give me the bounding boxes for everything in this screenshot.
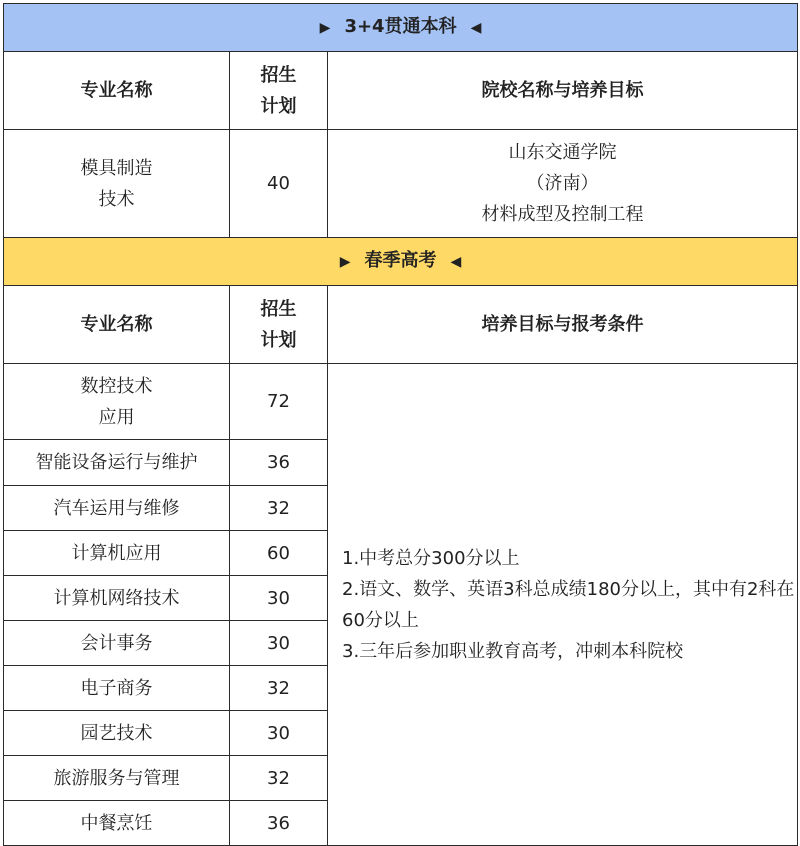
plan-cell: 32 — [230, 486, 328, 531]
major-cell: 智能设备运行与维护 — [4, 440, 230, 486]
plan-cell: 60 — [230, 531, 328, 576]
table-row — [4, 364, 798, 440]
plan-cell: 36 — [230, 801, 328, 846]
admissions-table — [3, 3, 798, 846]
major-cell: 中餐烹饪 — [4, 801, 230, 846]
major-cell: 计算机网络技术 — [4, 576, 230, 621]
triangle-left-icon: ◀ — [450, 254, 462, 270]
banner-title: 春季高考 — [364, 250, 437, 271]
major-cell: 园艺技术 — [4, 711, 230, 756]
plan-cell: 32 — [230, 666, 328, 711]
major-line2: 应用 — [98, 406, 135, 428]
header-row — [4, 286, 798, 364]
major-line2: 技术 — [98, 188, 135, 210]
header-plan-line2: 计划 — [260, 95, 297, 117]
plan-cell: 36 — [230, 440, 328, 486]
header-plan-line1: 招生 — [260, 298, 297, 320]
banner-cell — [4, 238, 798, 286]
banner-cell — [4, 4, 798, 52]
header-major: 专业名称 — [4, 286, 230, 364]
header-row — [4, 52, 798, 130]
header-plan-line2: 计划 — [260, 329, 297, 351]
triangle-right-icon: ▶ — [339, 254, 351, 270]
plan-cell: 32 — [230, 756, 328, 801]
header-target: 培养目标与报考条件 — [328, 286, 798, 364]
requirement-2: 2.语文、数学、英语3科总成绩180分以上，其中有2科在60分以上 — [342, 578, 795, 631]
plan-cell: 30 — [230, 621, 328, 666]
major-cell: 电子商务 — [4, 666, 230, 711]
requirements-cell — [328, 364, 798, 846]
major-cell: 会计事务 — [4, 621, 230, 666]
major-cell: 计算机应用 — [4, 531, 230, 576]
plan-cell: 30 — [230, 576, 328, 621]
table-row — [4, 130, 798, 238]
target-cell — [328, 130, 798, 238]
header-target: 院校名称与培养目标 — [328, 52, 798, 130]
banner-title: 3+4贯通本科 — [344, 16, 457, 37]
header-major: 专业名称 — [4, 52, 230, 130]
major-cell — [4, 364, 230, 440]
triangle-left-icon: ◀ — [470, 20, 482, 36]
header-plan — [230, 286, 328, 364]
major-cell: 汽车运用与维修 — [4, 486, 230, 531]
major-cell — [4, 130, 230, 238]
target-line2: （济南） — [526, 173, 599, 194]
requirement-3: 3.三年后参加职业教育高考，冲刺本科院校 — [342, 640, 684, 662]
plan-cell: 72 — [230, 364, 328, 440]
target-line3: 材料成型及控制工程 — [481, 204, 644, 225]
header-plan — [230, 52, 328, 130]
major-line1: 模具制造 — [80, 157, 153, 179]
major-cell: 旅游服务与管理 — [4, 756, 230, 801]
section-banner-3plus4 — [4, 4, 798, 52]
header-plan-line1: 招生 — [260, 64, 297, 86]
plan-cell: 30 — [230, 711, 328, 756]
triangle-right-icon: ▶ — [319, 20, 331, 36]
target-line1: 山东交通学院 — [508, 142, 617, 163]
plan-cell: 40 — [230, 130, 328, 238]
requirement-1: 1.中考总分300分以上 — [342, 547, 520, 569]
section-banner-spring — [4, 238, 798, 286]
major-line1: 数控技术 — [80, 375, 153, 397]
